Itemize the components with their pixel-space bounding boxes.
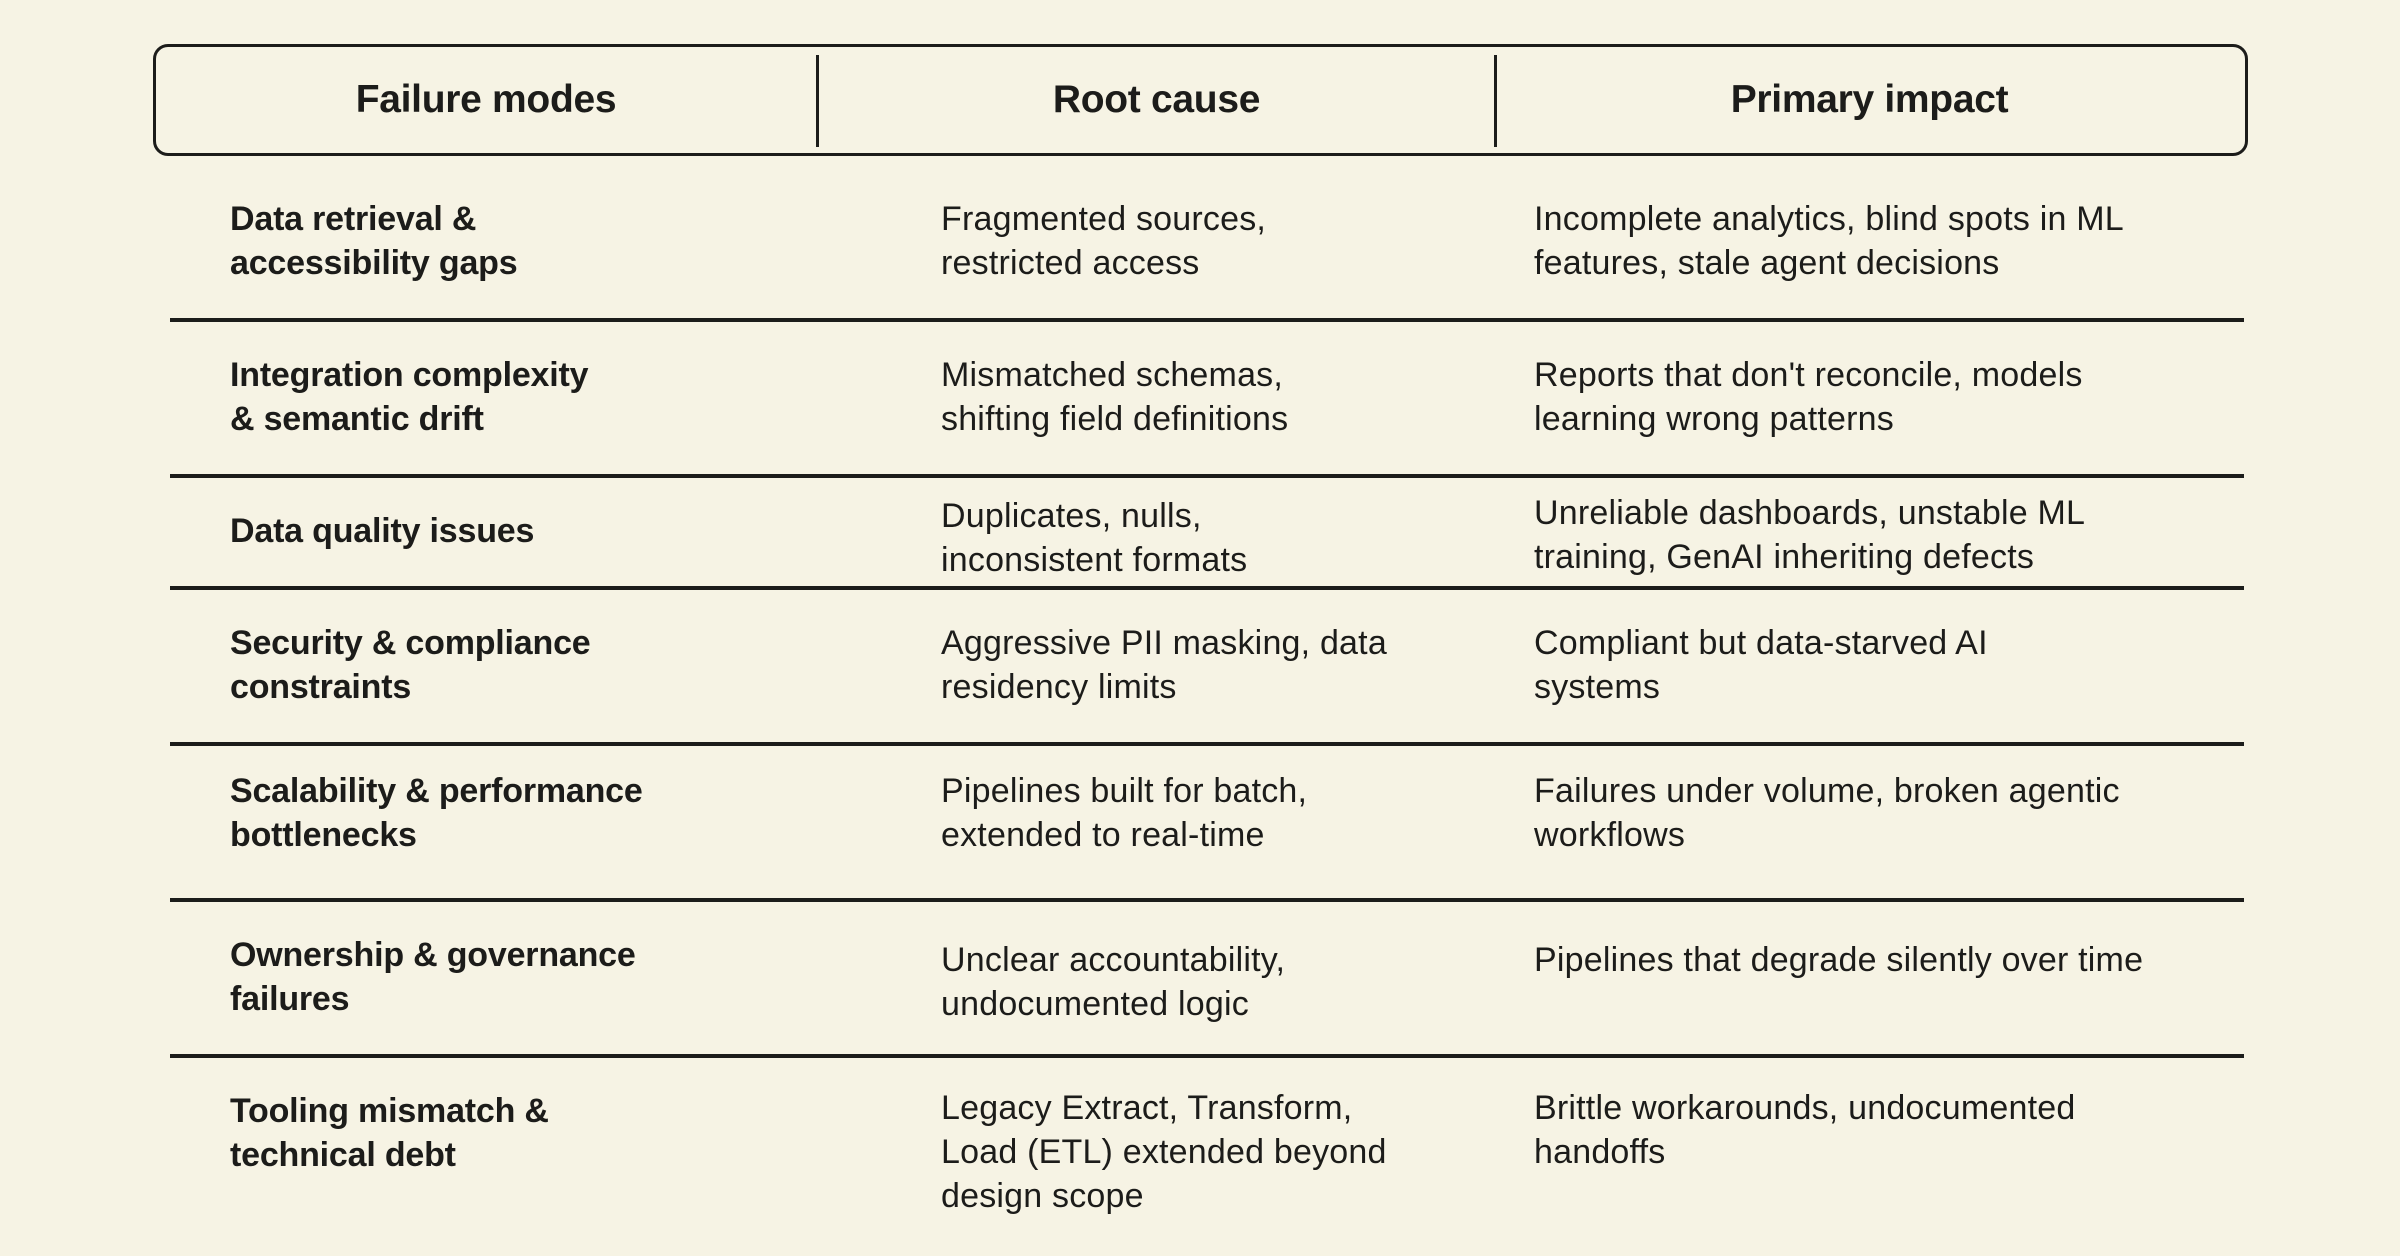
failure-mode-cell: Integration complexity & semantic drift [230,356,589,438]
failure-mode-cell: Data quality issues [230,512,535,550]
row-divider [170,1054,2244,1058]
root-cause-cell: Duplicates, nulls, inconsistent formats [941,497,1248,579]
root-cause-cell: Legacy Extract, Transform, Load (ETL) extended beyond design scope [941,1089,1387,1215]
row-divider [170,474,2244,478]
failure-mode-cell: Ownership & governance failures [230,936,636,1018]
table-header [153,44,2248,156]
root-cause-cell: Aggressive PII masking, data residency limits [941,624,1387,706]
root-cause-cell: Pipelines built for batch, extended to real-time [941,772,1308,854]
row-divider [170,898,2244,902]
header-root-cause: Root cause [1052,78,1261,121]
row-divider [170,318,2244,322]
impact-cell: Compliant but data-starved AI systems [1534,624,1988,706]
impact-cell: Reports that don't reconcile, models learning wrong patterns [1534,356,2083,438]
impact-cell: Incomplete analytics, blind spots in ML features, stale agent decisions [1534,200,2124,282]
impact-cell: Unreliable dashboards, unstable ML training, GenAI inheriting defects [1534,494,2086,576]
root-cause-cell: Fragmented sources, restricted access [941,200,1267,282]
header-failure-modes: Failure modes [355,78,617,121]
failure-mode-cell: Security & compliance constraints [230,624,591,706]
root-cause-cell: Mismatched schemas, shifting field definitions [941,356,1289,438]
failure-mode-cell: Tooling mismatch & technical debt [230,1092,549,1174]
impact-cell: Failures under volume, broken agentic workflows [1534,772,2120,854]
row-divider [170,586,2244,590]
row-divider [170,742,2244,746]
root-cause-cell: Unclear accountability, undocumented logic [941,941,1286,1023]
failure-mode-cell: Scalability & performance bottlenecks [230,772,643,854]
impact-cell: Brittle workarounds, undocumented handoffs [1534,1089,2076,1171]
failure-mode-cell: Data retrieval & accessibility gaps [230,200,518,282]
header-primary-impact: Primary impact [1730,78,2009,121]
impact-cell: Pipelines that degrade silently over time [1534,941,2144,979]
